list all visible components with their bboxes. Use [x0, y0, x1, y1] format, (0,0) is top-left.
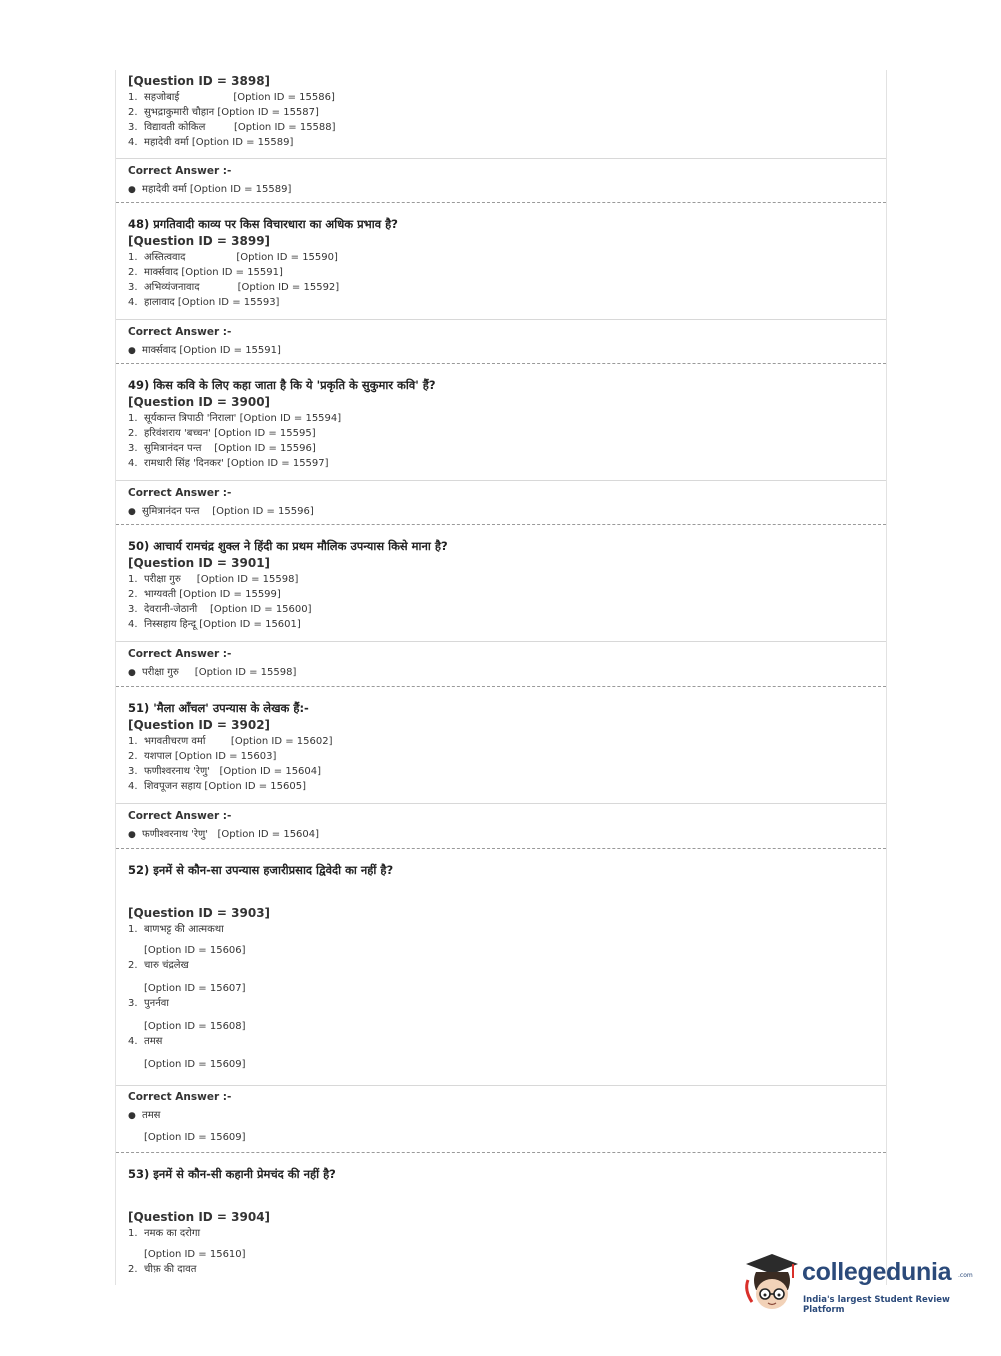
- correct-answer-value: ● महादेवी वर्मा [Option ID = 15589]: [128, 182, 886, 198]
- mascot-icon: [742, 1250, 802, 1314]
- question-divider: [116, 363, 886, 364]
- question-id: [Question ID = 3898]: [128, 74, 271, 88]
- option-1: 1. परीक्षा गुरु [Option ID = 15598]: [128, 574, 299, 585]
- question-id: [Question ID = 3901]: [128, 556, 271, 570]
- option-2: 2. मार्क्सवाद [Option ID = 15591]: [128, 267, 283, 278]
- correct-answer-label: Correct Answer :-: [128, 165, 232, 177]
- divider: [116, 158, 886, 159]
- brand-domain-suffix: .com: [958, 1272, 973, 1279]
- question-id: [Question ID = 3899]: [128, 234, 271, 248]
- option-4: 4. रामधारी सिंह 'दिनकर' [Option ID = 15597]: [128, 458, 329, 469]
- option-2: 2. हरिवंशराय 'बच्चन' [Option ID = 15595]: [128, 428, 316, 439]
- option-4: 4. शिवपूजन सहाय [Option ID = 15605]: [128, 781, 306, 792]
- question-52-options: [128, 905, 886, 1072]
- option-1-id: [Option ID = 15610]: [144, 1249, 246, 1260]
- correct-answer-value: ● परीक्षा गुरु [Option ID = 15598]: [128, 665, 886, 681]
- correct-answer-51: [128, 809, 886, 843]
- question-paper-sheet: [115, 70, 887, 1285]
- option-2: 2. भाग्यवती [Option ID = 15599]: [128, 589, 281, 600]
- question-divider: [116, 202, 886, 203]
- option-3: 3. फणीश्वरनाथ 'रेणु' [Option ID = 15604]: [128, 766, 322, 777]
- correct-answer-47: [128, 164, 886, 198]
- option-4: 4. निस्सहाय हिन्दू [Option ID = 15601]: [128, 619, 301, 630]
- question-53: [128, 1166, 886, 1183]
- question-divider: [116, 1152, 886, 1153]
- option-4: 4. तमस: [128, 1036, 163, 1047]
- question-text: 53) इनमें से कौन-सी कहानी प्रेमचंद की नहीं है?: [128, 1167, 336, 1181]
- bullet-icon: ●: [128, 668, 136, 678]
- question-id: [Question ID = 3903]: [128, 906, 271, 920]
- correct-answer-52: [128, 1090, 886, 1145]
- correct-answer-label: Correct Answer :-: [128, 487, 232, 499]
- question-49: [128, 377, 886, 471]
- option-2: 2. सुभद्राकुमारी चौहान [Option ID = 15587]: [128, 107, 319, 118]
- brand-tagline: India's largest Student Review Platform: [803, 1295, 950, 1315]
- correct-answer-value: ● तमस: [128, 1108, 886, 1124]
- option-2: 2. यशपाल [Option ID = 15603]: [128, 751, 277, 762]
- bullet-icon: ●: [128, 1111, 136, 1121]
- option-3: 3. सुमित्रानंदन पन्त [Option ID = 15596]: [128, 443, 316, 454]
- question-divider: [116, 524, 886, 525]
- correct-answer-50: [128, 647, 886, 681]
- option-4-id: [Option ID = 15609]: [144, 1059, 246, 1070]
- option-3: 3. देवरानी-जेठानी [Option ID = 15600]: [128, 604, 312, 615]
- correct-answer-value: ● सुमित्रानंदन पन्त [Option ID = 15596]: [128, 504, 886, 520]
- brand-name: collegedunia: [802, 1258, 952, 1286]
- option-1: 1. सहजोबाई [Option ID = 15586]: [128, 92, 335, 103]
- correct-answer-option-id: [Option ID = 15609]: [144, 1132, 246, 1143]
- option-3: 3. विद्यावती कोकिल [Option ID = 15588]: [128, 122, 336, 133]
- collegedunia-logo: [742, 1250, 972, 1320]
- bullet-icon: ●: [128, 185, 136, 195]
- correct-answer-value: ● मार्क्सवाद [Option ID = 15591]: [128, 343, 886, 359]
- question-divider: [116, 848, 886, 849]
- question-text: 49) किस कवि के लिए कहा जाता है कि ये 'प्रकृति के सुकुमार कवि' हैं?: [128, 378, 436, 392]
- option-2: 2. चीफ़ की दावत: [128, 1264, 197, 1275]
- option-3: 3. अभिव्यंजनावाद [Option ID = 15592]: [128, 282, 340, 293]
- option-1: 1. अस्तित्ववाद [Option ID = 15590]: [128, 252, 338, 263]
- correct-answer-label: Correct Answer :-: [128, 648, 232, 660]
- question-48: [128, 216, 886, 310]
- question-51: [128, 700, 886, 794]
- divider: [116, 319, 886, 320]
- option-3-id: [Option ID = 15608]: [144, 1021, 246, 1032]
- divider: [116, 1085, 886, 1086]
- divider: [116, 803, 886, 804]
- option-1: 1. नमक का दरोगा: [128, 1228, 201, 1239]
- option-1: 1. बाणभट्ट की आत्मकथा: [128, 924, 224, 935]
- divider: [116, 480, 886, 481]
- bullet-icon: ●: [128, 830, 136, 840]
- question-text: 51) 'मैला आँचल' उपन्यास के लेखक हैं:-: [128, 701, 309, 715]
- option-3: 3. पुनर्नवा: [128, 998, 169, 1009]
- question-47: [128, 73, 886, 150]
- question-id: [Question ID = 3902]: [128, 718, 271, 732]
- option-1-id: [Option ID = 15606]: [144, 945, 246, 956]
- bullet-icon: ●: [128, 346, 136, 356]
- question-52: [128, 862, 886, 879]
- question-text: 50) आचार्य रामचंद्र शुक्ल ने हिंदी का प्रथम मौलिक उपन्यास किसे माना है?: [128, 539, 448, 553]
- option-2: 2. चारु चंद्रलेख: [128, 960, 189, 971]
- option-4: 4. हालावाद [Option ID = 15593]: [128, 297, 280, 308]
- question-50: [128, 538, 886, 632]
- question-id: [Question ID = 3900]: [128, 395, 271, 409]
- correct-answer-49: [128, 486, 886, 520]
- correct-answer-48: [128, 325, 886, 359]
- correct-answer-value: ● फणीश्वरनाथ 'रेणु' [Option ID = 15604]: [128, 827, 886, 843]
- bullet-icon: ●: [128, 507, 136, 517]
- option-2-id: [Option ID = 15607]: [144, 983, 246, 994]
- question-id: [Question ID = 3904]: [128, 1210, 271, 1224]
- question-text: 48) प्रगतिवादी काव्य पर किस विचारधारा का अधिक प्रभाव है?: [128, 217, 398, 231]
- correct-answer-label: Correct Answer :-: [128, 810, 232, 822]
- option-4: 4. महादेवी वर्मा [Option ID = 15589]: [128, 137, 294, 148]
- option-1: 1. सूर्यकान्त त्रिपाठी 'निराला' [Option ID = 15594]: [128, 413, 342, 424]
- question-text: 52) इनमें से कौन-सा उपन्यास हजारीप्रसाद द्विवेदी का नहीं है?: [128, 863, 394, 877]
- divider: [116, 641, 886, 642]
- question-divider: [116, 686, 886, 687]
- option-1: 1. भगवतीचरण वर्मा [Option ID = 15602]: [128, 736, 333, 747]
- correct-answer-label: Correct Answer :-: [128, 1091, 232, 1103]
- correct-answer-label: Correct Answer :-: [128, 326, 232, 338]
